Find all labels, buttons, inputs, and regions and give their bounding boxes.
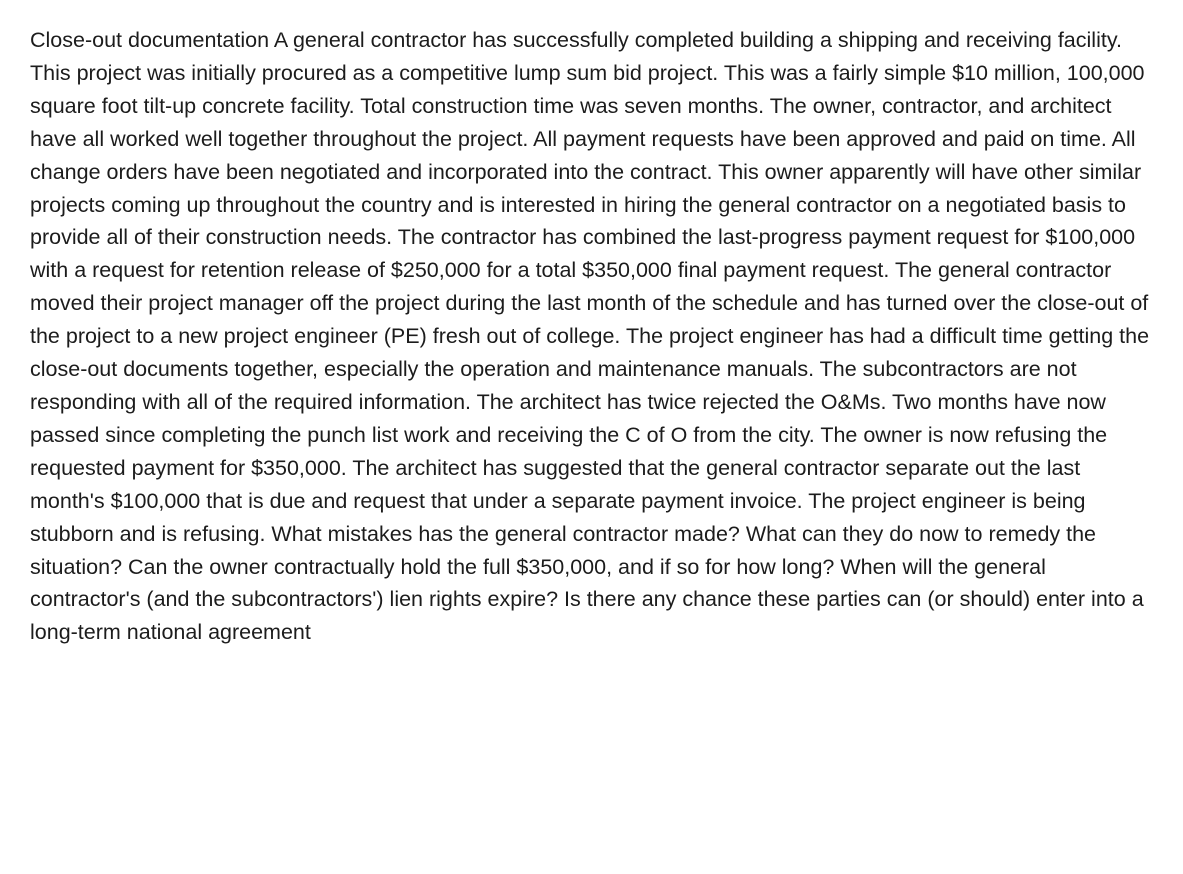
question-container bbox=[30, 24, 1160, 649]
question-text: Close-out documentation A general contractor has successfully completed building a shipping and receiving facility. This project was initially procured as a competitive lump sum bid project. This was a fairly simple $10 million, 100,000 square foot tilt-up concrete facility. Total construction time was seven months. The owner, contractor, and architect have all worked well together throughout the project. All payment requests have been approved and paid on time. All change orders have been negotiated and incorporated into the contract. This owner apparently will have other similar projects coming up throughout the country and is interested in hiring the general contractor on a negotiated basis to provide all of their construction needs. The contractor has combined the last-progress payment request for $100,000 with a request for retention release of $250,000 for a total $350,000 final payment request. The general contractor moved their project manager off the project during the last month of the schedule and has turned over the close-out of the project to a new project engineer (PE) fresh out of college. The project engineer has had a difficult time getting the close-out documents together, especially the operation and maintenance manuals. The subcontractors are not responding with all of the required information. The architect has twice rejected the O&Ms. Two months have now passed since completing the punch list work and receiving the C of O from the city. The owner is now refusing the requested payment for $350,000. The architect has suggested that the general contractor separate out the last month's $100,000 that is due and request that under a separate payment invoice. The project engineer is being stubborn and is refusing. What mistakes has the general contractor made? What can they do now to remedy the situation? Can the owner contractually hold the full $350,000, and if so for how long? When will the general contractor's (and the subcontractors') lien rights expire? Is there any chance these parties can (or should) enter into a long-term national agreement bbox=[30, 28, 1150, 645]
